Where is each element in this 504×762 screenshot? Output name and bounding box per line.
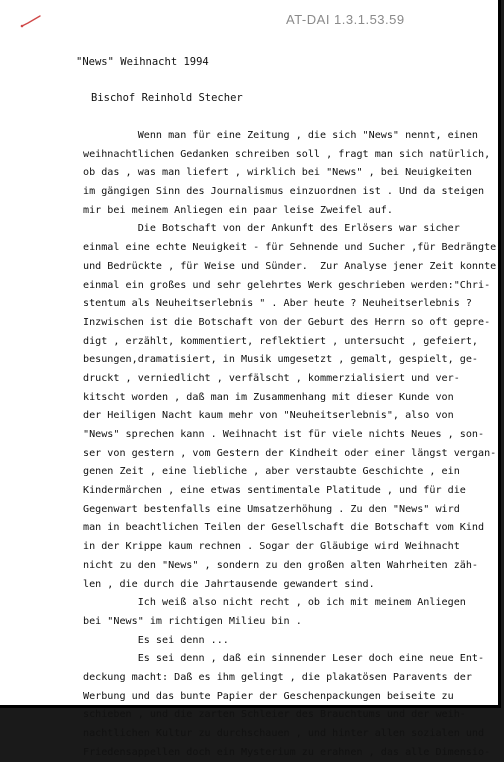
text-line: ob das , was man liefert , wirklich bei "News" , bei Neuigkeiten xyxy=(83,167,472,179)
text-line: deckung macht: Daß es ihm gelingt , die plakatösen Paravents der xyxy=(83,671,472,683)
author-name: Bischof Reinhold Stecher xyxy=(91,92,243,104)
text-line: der Heiligen Nacht kaum mehr von "Neuheitserlebnis", also von xyxy=(83,410,454,422)
text-line: schieben , und die zarten Schleier des Brauchtums und der weih- xyxy=(83,709,466,721)
text-line: Inzwischen ist die Botschaft von der Geburt des Herrn so oft gepre- xyxy=(83,316,491,328)
text-line: Es sei denn ... xyxy=(83,634,229,646)
text-line: Wenn man für eine Zeitung , die sich "News" nennt, einen xyxy=(83,130,479,141)
text-line: genen Zeit , eine liebliche , aber verstaubte Geschichte , ein xyxy=(83,466,460,478)
text-line: mir bei meinem Anliegen ein paar leise Zweifel auf. xyxy=(83,204,393,216)
text-line: einmal eine echte Neuigkeit - für Sehnende und Sucher ,für Bedrängte xyxy=(83,242,497,254)
text-line: Friedensappellen doch ein Mysterium zu erahnen , das alle Dimensio- xyxy=(83,746,491,758)
text-line: len , die durch die Jahrtausende gewandert sind. xyxy=(83,578,375,590)
body-text xyxy=(83,127,497,762)
text-line: weihnachtlichen Gedanken schreiben soll , fragt man sich natürlich, xyxy=(83,148,491,160)
text-line: ser von gestern , vom Gestern der Kindheit oder einer längst vergan- xyxy=(83,447,497,459)
text-line: nicht zu den "News" , sondern zu den großen alten Wahrheiten zäh- xyxy=(83,559,479,571)
text-line: Es sei denn , daß ein sinnender Leser doch eine neue Ent- xyxy=(83,653,485,665)
text-line: Ich weiß also nicht recht , ob ich mit meinem Anliegen xyxy=(83,597,466,609)
check-mark-icon xyxy=(20,14,42,28)
text-line: "News" sprechen kann . Weihnacht ist für viele nichts Neues , son- xyxy=(83,429,485,440)
text-line: Werbung und das bunte Papier der Geschenpackungen beiseite zu xyxy=(83,690,454,702)
text-line: im gängigen Sinn des Journalismus einzuordnen ist . Und da steigen xyxy=(83,186,485,198)
text-line: digt , erzählt, kommentiert, reflektiert , untersucht , gefeiert, xyxy=(83,335,479,347)
text-line: druckt , verniedlicht , verfälscht , kommerzialisiert und ver- xyxy=(83,372,460,384)
text-line: und Bedrückte , für Weise und Sünder. Zur Analyse jener Zeit konnte xyxy=(83,260,497,272)
text-line: stentum als Neuheitserlebnis " . Aber heute ? Neuheitserlebnis ? xyxy=(83,298,472,310)
text-line: besungen,dramatisiert, in Musik umgesetzt , gemalt, gespielt, ge- xyxy=(83,354,479,366)
text-line: nachtlichen Kultur zu durchschauen , und hinter allen sozialen und xyxy=(83,728,485,739)
text-line: kitscht worden , daß man im Zusammenhang mit dieser Kunde von xyxy=(83,391,454,403)
text-line: bei "News" im richtigen Milieu bin . xyxy=(83,615,302,627)
text-line: Kindermärchen , eine etwas sentimentale Platitude , und für die xyxy=(83,485,466,497)
text-line: Die Botschaft von der Ankunft des Erlösers war sicher xyxy=(83,223,460,235)
text-line: Gegenwart bestenfalls eine Umsatzerhöhung . Zu den "News" wird xyxy=(83,503,460,515)
text-line: in der Krippe kaum rechnen . Sogar der Gläubige wird Weihnacht xyxy=(83,541,460,553)
text-line: einmal ein großes und sehr gelehrtes Werk geschrieben werden:"Chri- xyxy=(83,279,491,291)
page-heading: "News" Weihnacht 1994 xyxy=(76,56,209,68)
archive-number: AT-DAI 1.3.1.53.59 xyxy=(286,12,405,27)
text-line: man in beachtlichen Teilen der Gesellschaft die Botschaft vom Kind xyxy=(83,522,485,534)
